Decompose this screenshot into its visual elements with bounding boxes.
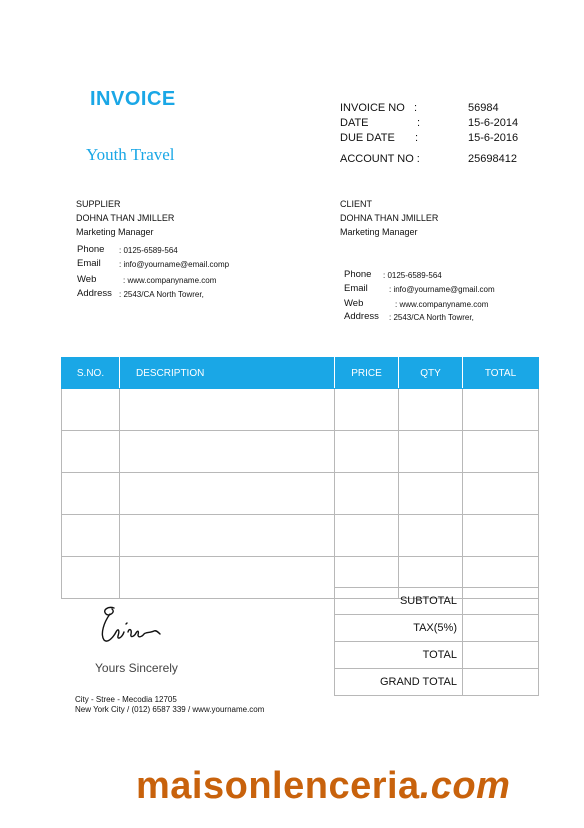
table-cell[interactable] (120, 515, 335, 557)
supplier-role: Marketing Manager (76, 227, 154, 237)
client-email-label: Email (344, 283, 368, 294)
table-cell[interactable] (120, 389, 335, 431)
table-cell[interactable] (62, 557, 120, 599)
table-cell[interactable] (120, 473, 335, 515)
table-header-row (62, 358, 539, 389)
grand-total-value[interactable] (463, 669, 539, 696)
supplier-email-label: Email (77, 258, 101, 269)
table-row (62, 389, 539, 431)
client-email-value: : info@yourname@gmail.com (389, 285, 495, 294)
table-cell[interactable] (62, 473, 120, 515)
supplier-address-value: : 2543/CA North Towrer, (119, 290, 204, 299)
client-phone-label: Phone (344, 269, 372, 280)
table-row (62, 473, 539, 515)
watermark-suffix: .com (419, 765, 511, 807)
watermark-text (136, 765, 510, 808)
grand-total-row (335, 669, 539, 696)
client-address-value: : 2543/CA North Towrer, (389, 313, 474, 322)
client-web-label: Web (344, 298, 364, 309)
tax-row (335, 615, 539, 642)
client-web-value: : www.companyname.com (395, 300, 489, 309)
table-cell[interactable] (399, 431, 463, 473)
table-cell[interactable] (399, 389, 463, 431)
date-colon: : (417, 117, 421, 129)
column-header-sno: S.NO. (62, 358, 120, 389)
column-header-total: TOTAL (463, 358, 539, 389)
table-cell[interactable] (335, 389, 399, 431)
table-cell[interactable] (463, 389, 539, 431)
account-no-value: 25698412 (468, 153, 517, 165)
client-name: DOHNA THAN JMILLER (340, 213, 439, 223)
table-cell[interactable] (399, 473, 463, 515)
totals-table (334, 587, 539, 696)
supplier-web-label: Web (77, 274, 97, 285)
table-cell[interactable] (120, 557, 335, 599)
client-address-label: Address (344, 311, 379, 322)
date-value: 15-6-2014 (468, 117, 519, 129)
table-cell[interactable] (335, 473, 399, 515)
column-header-qty: QTY (399, 358, 463, 389)
supplier-email-value: : info@yourname@email.comp (119, 260, 230, 269)
table-cell[interactable] (62, 431, 120, 473)
account-no-label: ACCOUNT NO : (340, 153, 420, 165)
tax-value[interactable] (463, 615, 539, 642)
total-value[interactable] (463, 642, 539, 669)
date-label: DATE (340, 117, 369, 129)
table-cell[interactable] (463, 431, 539, 473)
table-cell[interactable] (463, 473, 539, 515)
table-cell[interactable] (120, 431, 335, 473)
client-phone-value: : 0125-6589-564 (383, 271, 442, 280)
table-row (62, 431, 539, 473)
items-table (61, 357, 539, 599)
subtotal-value[interactable] (463, 588, 539, 615)
invoice-no-colon: : (414, 102, 418, 114)
table-cell[interactable] (62, 515, 120, 557)
due-date-label: DUE DATE (340, 132, 395, 144)
company-name: Youth Travel (86, 145, 175, 164)
watermark-main: maisonlenceria (136, 765, 420, 807)
subtotal-row (335, 588, 539, 615)
grand-total-label: GRAND TOTAL (335, 669, 463, 696)
column-header-description: DESCRIPTION (120, 358, 335, 389)
supplier-phone-label: Phone (77, 244, 105, 255)
invoice-no-label: INVOICE NO (340, 102, 405, 114)
due-date-value: 15-6-2016 (468, 132, 519, 144)
signature-image (98, 600, 164, 646)
supplier-phone-value: : 0125-6589-564 (119, 246, 178, 255)
table-cell[interactable] (335, 515, 399, 557)
invoice-no-value: 56984 (468, 102, 499, 114)
supplier-address-label: Address (77, 288, 112, 299)
table-cell[interactable] (399, 515, 463, 557)
supplier-heading: SUPPLIER (76, 199, 121, 209)
subtotal-label: SUBTOTAL (335, 588, 463, 615)
supplier-name: DOHNA THAN JMILLER (76, 213, 175, 223)
footer-address-line1: City - Stree - Mecodia 12705 (75, 695, 177, 704)
client-heading: CLIENT (340, 199, 373, 209)
invoice-title: INVOICE (90, 88, 176, 110)
table-cell[interactable] (335, 431, 399, 473)
column-header-price: PRICE (335, 358, 399, 389)
supplier-web-value: : www.companyname.com (123, 276, 217, 285)
table-row (62, 515, 539, 557)
closing-text: Yours Sincerely (95, 661, 178, 675)
tax-label: TAX(5%) (335, 615, 463, 642)
footer-address-line2: New York City / (012) 6587 339 / www.yourname.com (75, 705, 265, 714)
table-cell[interactable] (463, 515, 539, 557)
table-cell[interactable] (62, 389, 120, 431)
total-label: TOTAL (335, 642, 463, 669)
client-role: Marketing Manager (340, 227, 418, 237)
total-row (335, 642, 539, 669)
due-date-colon: : (415, 132, 419, 144)
